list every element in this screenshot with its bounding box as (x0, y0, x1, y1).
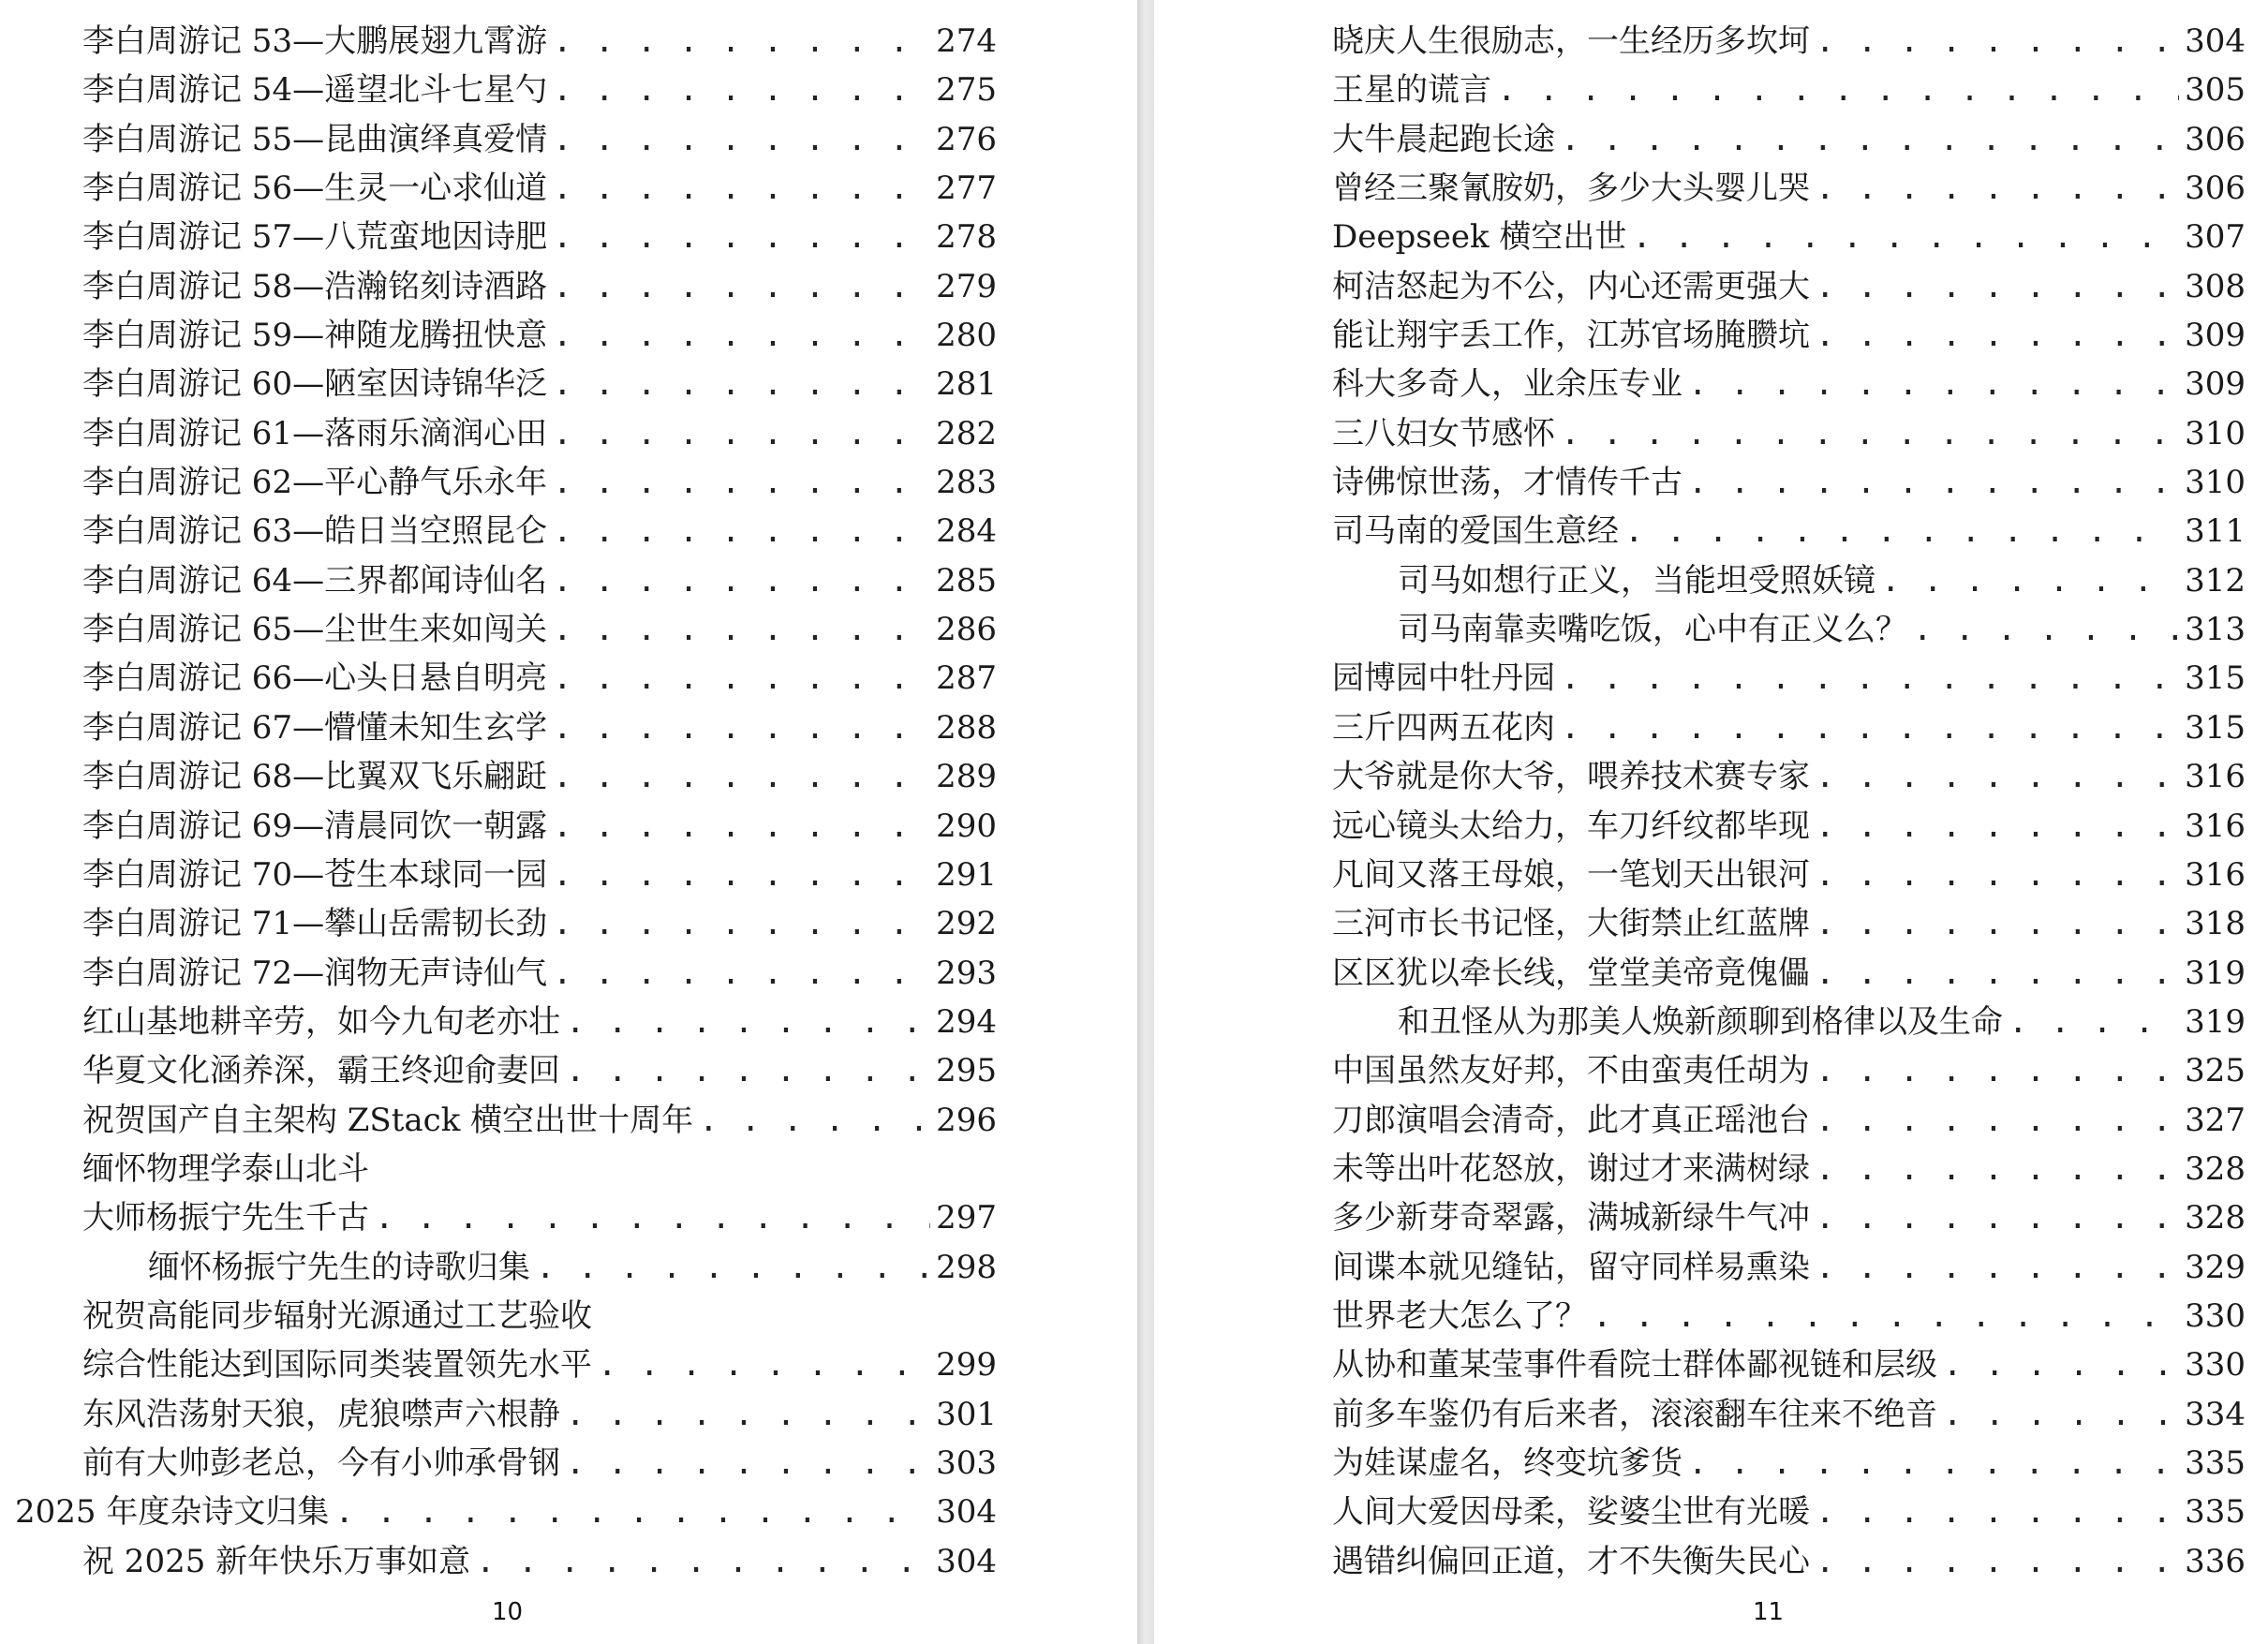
dot-leader (375, 1193, 930, 1242)
toc-entry-page: 301 (936, 1395, 997, 1433)
toc-entry[interactable] (82, 654, 997, 703)
toc-entry-title: 为娃谋虚名，终变坑爹货 (1332, 1444, 1682, 1482)
toc-entry-title: 前多车鉴仍有后来者，滚滚翻车往来不绝音 (1332, 1395, 1937, 1433)
toc-entry[interactable] (1332, 1243, 2246, 1292)
toc-entry-title: Deepseek 横空出世 (1332, 218, 1627, 257)
toc-entry-title: 世界老大怎么了？ (1332, 1296, 1587, 1335)
dot-leader (1816, 1145, 2179, 1193)
dot-leader (1688, 1439, 2179, 1488)
toc-entry-page: 316 (2185, 758, 2246, 796)
dot-leader (566, 998, 930, 1046)
dot-leader (1816, 851, 2179, 899)
toc-entry-page: 310 (2185, 414, 2246, 452)
dot-leader (1688, 458, 2179, 507)
dot-leader (1561, 409, 2179, 458)
toc-entry[interactable] (82, 556, 997, 605)
toc-entry-title: 诗佛惊世荡，才情传千古 (1332, 464, 1682, 502)
toc-entry-page: 313 (2185, 611, 2246, 649)
toc-entry-page: 283 (936, 464, 997, 502)
toc-entry-page: 298 (936, 1248, 997, 1286)
dot-leader (553, 311, 930, 360)
toc-entry-page: 334 (2185, 1395, 2246, 1433)
toc-entry[interactable] (1332, 1390, 2246, 1439)
toc-entry-title: 祝贺国产自主架构 ZStack 横空出世十周年 (82, 1101, 694, 1139)
toc-entry[interactable] (82, 1537, 997, 1586)
dot-leader (1497, 66, 2179, 114)
dot-leader (1561, 654, 2179, 703)
dot-leader (1561, 704, 2179, 752)
toc-entry-page: 295 (936, 1052, 997, 1090)
toc-entry-page: 279 (936, 267, 997, 305)
toc-entry[interactable] (82, 899, 997, 948)
toc-entry[interactable] (82, 311, 997, 360)
toc-entry[interactable] (1332, 409, 2246, 458)
toc-entry-title: 李白周游记 68—比翼双飞乐翩跹 (82, 758, 548, 796)
toc-entry-page: 276 (936, 120, 997, 158)
toc-entry-title: 李白周游记 57—八荒蛮地因诗肥 (82, 218, 548, 257)
toc-entry-page: 277 (936, 170, 997, 208)
toc-entry[interactable] (1332, 1537, 2246, 1586)
toc-entry-page: 288 (936, 708, 997, 747)
toc-entry-title: 三八妇女节感怀 (1332, 414, 1555, 452)
dot-leader (1943, 1340, 2179, 1389)
toc-entry-page: 304 (2185, 22, 2246, 60)
toc-entry[interactable] (1332, 752, 2246, 801)
toc-entry-page: 306 (2185, 170, 2246, 208)
toc-entry[interactable] (1332, 998, 2246, 1046)
toc-entry-title: 未等出叶花怒放，谢过才来满树绿 (1332, 1149, 1810, 1188)
toc-entry[interactable] (1332, 17, 2246, 66)
toc-entry[interactable] (82, 360, 997, 408)
toc-entry-page: 294 (936, 1002, 997, 1041)
dot-leader (553, 360, 930, 408)
dot-leader (553, 17, 930, 66)
toc-entry-title: 东风浩荡射天狼，虎狼噤声六根静 (82, 1395, 560, 1433)
toc-entry-page: 296 (936, 1101, 997, 1139)
dot-leader (553, 605, 930, 654)
dot-leader (1816, 949, 2179, 998)
toc-entry-page: 282 (936, 414, 997, 452)
toc-entry-title: 科大多奇人，业余压专业 (1332, 365, 1682, 404)
toc-entry[interactable] (82, 458, 997, 507)
toc-entry-page: 290 (936, 807, 997, 845)
toc-entry-page: 335 (2185, 1444, 2246, 1482)
toc-entry-title: 中国虽然友好邦，不由蛮夷任胡为 (1332, 1052, 1810, 1090)
toc-entry-page: 285 (936, 561, 997, 600)
toc-entry[interactable] (82, 802, 997, 851)
dot-leader (1881, 556, 2179, 605)
toc-entry-page: 291 (936, 855, 997, 894)
toc-entry-page: 287 (936, 659, 997, 698)
dot-leader (1816, 1488, 2179, 1536)
dot-leader (553, 556, 930, 605)
toc-entry[interactable] (82, 409, 997, 458)
dot-leader (553, 949, 930, 998)
dot-leader (553, 899, 930, 948)
dot-leader (553, 654, 930, 703)
toc-entry[interactable] (1332, 458, 2246, 507)
toc-entry-title: 大师杨振宁先生千古 (82, 1199, 369, 1237)
toc-entry-page: 315 (2185, 659, 2246, 698)
toc-entry-title: 间谍本就见缝钻，留守同样易熏染 (1332, 1248, 1810, 1286)
toc-entry-page: 305 (2185, 71, 2246, 110)
dot-leader (553, 802, 930, 851)
toc-entry-title: 华夏文化涵养深，霸王终迎俞妻回 (82, 1052, 560, 1090)
toc-entry-page: 280 (936, 317, 997, 355)
toc-entry-page: 306 (2185, 120, 2246, 158)
toc-entry-title: 2025 年度杂诗文归集 (15, 1493, 330, 1532)
toc-entry[interactable] (82, 1243, 997, 1292)
toc-entry[interactable] (82, 752, 997, 801)
toc-entry-page: 315 (2185, 708, 2246, 747)
toc-entry-page: 328 (2185, 1199, 2246, 1237)
toc-entry[interactable] (82, 1439, 997, 1488)
toc-entry-page: 327 (2185, 1101, 2246, 1139)
toc-entry-page: 307 (2185, 218, 2246, 257)
toc-entry-title: 多少新芽奇翠露，满城新绿牛气冲 (1332, 1199, 1810, 1237)
toc-entry-title: 三斤四两五花肉 (1332, 708, 1555, 747)
toc-entry-title: 司马南靠卖嘴吃饭，心中有正义么？ (1398, 611, 1907, 649)
toc-entry[interactable] (1332, 802, 2246, 851)
toc-entry-title: 司马南的爱国生意经 (1332, 512, 1619, 551)
toc-entry-title: 李白周游记 72—润物无声诗仙气 (82, 954, 548, 992)
dot-leader (566, 1439, 930, 1488)
page-number: 11 (1753, 1598, 1785, 1626)
toc-entry[interactable] (1332, 1145, 2246, 1193)
toc-entry-page: 284 (936, 512, 997, 551)
toc-entry-title: 缅怀杨振宁先生的诗歌归集 (148, 1248, 530, 1286)
toc-entry[interactable] (1332, 115, 2246, 164)
toc-entry-title: 遇错纠偏回正道，才不失衡失民心 (1332, 1542, 1810, 1580)
toc-entry-page: 330 (2185, 1296, 2246, 1335)
toc-entry[interactable] (82, 1096, 997, 1145)
dot-leader (699, 1096, 930, 1145)
toc-entry-title: 祝 2025 新年快乐万事如意 (82, 1542, 471, 1580)
toc-entry-title: 综合性能达到国际同类装置领先水平 (82, 1346, 592, 1385)
toc-entry-title: 区区犹以牵长线，堂堂美帝竟傀儡 (1332, 954, 1810, 992)
dot-leader (566, 1390, 930, 1439)
dot-leader (553, 66, 930, 114)
toc-entry-page: 329 (2185, 1248, 2246, 1286)
toc-entry[interactable] (1332, 556, 2246, 605)
toc-entry-page: 292 (936, 905, 997, 943)
toc-entry-title: 李白周游记 63—皓日当空照昆仑 (82, 512, 548, 551)
dot-leader (553, 409, 930, 458)
toc-entry-title: 前有大帅彭老总，今有小帅承骨钢 (82, 1444, 560, 1482)
toc-entry[interactable] (1332, 1096, 2246, 1145)
toc-entry[interactable] (1332, 949, 2246, 998)
toc-entry-title: 刀郎演唱会清奇，此才真正瑶池台 (1332, 1101, 1810, 1139)
toc-entry-page: 297 (936, 1199, 997, 1237)
toc-entry-title: 李白周游记 70—苍生本球同一园 (82, 855, 548, 894)
dot-leader (553, 164, 930, 213)
toc-entry-page: 330 (2185, 1346, 2246, 1385)
toc-entry-title: 曾经三聚氰胺奶，多少大头婴儿哭 (1332, 170, 1810, 208)
toc-entry-title: 远心镜头太给力，车刀纤纹都毕现 (1332, 807, 1810, 845)
toc-entry[interactable] (1332, 360, 2246, 408)
dot-leader (598, 1340, 930, 1389)
toc-entry[interactable] (82, 1193, 997, 1242)
toc-entry-title: 缅怀物理学泰山北斗 (82, 1149, 369, 1188)
toc-entry-page: 319 (2185, 1002, 2246, 1041)
dot-leader (553, 851, 930, 899)
toc-entry-title: 凡间又落王母娘，一笔划天出银河 (1332, 855, 1810, 894)
dot-leader (1688, 360, 2179, 408)
dot-leader (553, 213, 930, 261)
toc-entry[interactable] (15, 1488, 997, 1536)
toc-entry-title: 李白周游记 62—平心静气乐永年 (82, 464, 548, 502)
dot-leader (1816, 752, 2179, 801)
page-gutter (1137, 0, 1154, 1644)
toc-entry[interactable] (1332, 654, 2246, 703)
dot-leader (1816, 802, 2179, 851)
dot-leader (1913, 605, 2179, 654)
toc-entry-page: 303 (936, 1444, 997, 1482)
toc-entry-page: 281 (936, 365, 997, 404)
toc-entry-title: 李白周游记 65—尘世生来如闯关 (82, 611, 548, 649)
toc-entry-title: 大牛晨起跑长途 (1332, 120, 1555, 158)
toc-entry-page: 289 (936, 758, 997, 796)
toc-entry-page: 274 (936, 22, 997, 60)
dot-leader (1816, 1537, 2179, 1586)
toc-entry[interactable] (1332, 213, 2246, 261)
dot-leader (1816, 17, 2179, 66)
toc-entry[interactable] (1332, 605, 2246, 654)
toc-entry-title: 三河市长书记怪，大街禁止红蓝牌 (1332, 905, 1810, 943)
toc-entry-page: 311 (2185, 512, 2246, 551)
toc-entry-page: 325 (2185, 1052, 2246, 1090)
toc-entry-page: 316 (2185, 807, 2246, 845)
toc-entry-page: 275 (936, 71, 997, 110)
dot-leader (1816, 1193, 2179, 1242)
toc-entry-title: 祝贺高能同步辐射光源通过工艺验收 (82, 1296, 592, 1335)
dot-leader (1593, 1292, 2179, 1340)
toc-entry-page: 309 (2185, 317, 2246, 355)
toc-entry[interactable] (82, 1340, 997, 1389)
toc-entry[interactable] (1332, 311, 2246, 360)
toc-entry[interactable] (1332, 1439, 2246, 1488)
toc-entry[interactable] (1332, 66, 2246, 114)
toc-entry-page: 318 (2185, 905, 2246, 943)
toc-entry-title: 李白周游记 54—遥望北斗七星勺 (82, 71, 548, 110)
toc-entry[interactable] (82, 1046, 997, 1095)
toc-entry-page: 316 (2185, 855, 2246, 894)
toc-entry-title: 园博园中牡丹园 (1332, 659, 1555, 698)
dot-leader (1816, 262, 2179, 311)
page-number: 10 (492, 1598, 524, 1626)
toc-entry-page: 328 (2185, 1149, 2246, 1188)
toc-entry[interactable] (1332, 899, 2246, 948)
toc-entry[interactable] (82, 851, 997, 899)
toc-entry[interactable] (82, 213, 997, 261)
dot-leader (1624, 507, 2179, 555)
toc-entry[interactable] (82, 507, 997, 555)
toc-entry[interactable] (82, 115, 997, 164)
toc-entry-title: 晓庆人生很励志，一生经历多坎坷 (1332, 22, 1810, 60)
toc-entry-page: 319 (2185, 954, 2246, 992)
dot-leader (566, 1046, 930, 1095)
toc-entry[interactable] (1332, 164, 2246, 213)
dot-leader (1816, 1096, 2179, 1145)
toc-entry-page: 304 (936, 1493, 997, 1532)
toc-entry[interactable] (82, 66, 997, 114)
toc-entry[interactable] (82, 998, 997, 1046)
toc-entry-title: 李白周游记 69—清晨同饮一朝露 (82, 807, 548, 845)
toc-entry[interactable] (82, 605, 997, 654)
dot-leader (476, 1537, 930, 1586)
toc-entry-title: 李白周游记 55—昆曲演绎真爱情 (82, 120, 548, 158)
toc-entry-title: 从协和董某莹事件看院士群体鄙视链和层级 (1332, 1346, 1937, 1385)
toc-list-left (15, 17, 997, 1586)
toc-entry-title: 李白周游记 53—大鹏展翅九霄游 (82, 22, 548, 60)
toc-entry-title: 人间大爱因母柔，娑婆尘世有光暖 (1332, 1493, 1810, 1532)
toc-entry-title: 李白周游记 64—三界都闻诗仙名 (82, 561, 548, 600)
toc-entry-title: 能让翔宇丢工作，江苏官场腌臜坑 (1332, 317, 1810, 355)
dot-leader (553, 458, 930, 507)
toc-entry[interactable] (1332, 1046, 2246, 1095)
toc-list-right (1332, 17, 2246, 1586)
toc-entry-page: 312 (2185, 561, 2246, 600)
toc-entry-title: 大爷就是你大爷，喂养技术赛专家 (1332, 758, 1810, 796)
dot-leader (553, 262, 930, 311)
toc-entry[interactable] (1332, 1488, 2246, 1536)
toc-entry[interactable] (1332, 507, 2246, 555)
toc-entry-page: 286 (936, 611, 997, 649)
toc-entry[interactable] (82, 704, 997, 752)
toc-entry[interactable] (82, 1145, 997, 1193)
toc-entry[interactable] (82, 1292, 997, 1340)
dot-leader (1632, 213, 2179, 261)
dot-leader (1561, 115, 2179, 164)
dot-leader (553, 704, 930, 752)
toc-entry[interactable] (1332, 262, 2246, 311)
toc-entry[interactable] (82, 1390, 997, 1439)
toc-entry[interactable] (1332, 1193, 2246, 1242)
toc-entry-title: 李白周游记 56—生灵一心求仙道 (82, 170, 548, 208)
toc-entry[interactable] (82, 949, 997, 998)
toc-entry-page: 304 (936, 1542, 997, 1580)
dot-leader (334, 1488, 930, 1536)
toc-entry[interactable] (1332, 704, 2246, 752)
toc-entry-title: 李白周游记 71—攀山岳需韧长劲 (82, 905, 548, 943)
dot-leader (1943, 1390, 2179, 1439)
toc-entry-title: 李白周游记 58—浩瀚铭刻诗酒路 (82, 267, 548, 305)
toc-entry-page: 309 (2185, 365, 2246, 404)
toc-entry[interactable] (1332, 1340, 2246, 1389)
toc-entry[interactable] (82, 17, 997, 66)
toc-entry[interactable] (82, 164, 997, 213)
dot-leader (1816, 311, 2179, 360)
dot-leader (1816, 1046, 2179, 1095)
dot-leader (1816, 1243, 2179, 1292)
toc-entry-title: 司马如想行正义，当能坦受照妖镜 (1398, 561, 1875, 600)
dot-leader (1816, 899, 2179, 948)
dot-leader (553, 115, 930, 164)
toc-entry-page: 310 (2185, 464, 2246, 502)
toc-entry-page: 308 (2185, 267, 2246, 305)
dot-leader (553, 752, 930, 801)
toc-entry-title: 李白周游记 60—陋室因诗锦华泛 (82, 365, 548, 404)
toc-entry-title: 和丑怪从为那美人焕新颜聊到格律以及生命 (1398, 1002, 2003, 1041)
toc-entry-page: 278 (936, 218, 997, 257)
dot-leader (2009, 998, 2179, 1046)
dot-leader (536, 1243, 930, 1292)
toc-entry-page: 335 (2185, 1493, 2246, 1532)
dot-leader (1816, 164, 2179, 213)
dot-leader (553, 507, 930, 555)
toc-entry-title: 李白周游记 59—神随龙腾扭快意 (82, 317, 548, 355)
toc-entry-title: 红山基地耕辛劳，如今九旬老亦壮 (82, 1002, 560, 1041)
right-page (1154, 0, 2268, 1644)
toc-entry[interactable] (1332, 851, 2246, 899)
toc-entry-page: 293 (936, 954, 997, 992)
toc-entry-title: 李白周游记 61—落雨乐滴润心田 (82, 414, 548, 452)
toc-entry[interactable] (82, 262, 997, 311)
toc-entry-title: 李白周游记 66—心头日悬自明亮 (82, 659, 548, 698)
toc-entry-page: 336 (2185, 1542, 2246, 1580)
toc-entry-title: 柯洁怒起为不公，内心还需更强大 (1332, 267, 1810, 305)
toc-entry-title: 王星的谎言 (1332, 71, 1491, 110)
toc-entry-title: 李白周游记 67—懵懂未知生玄学 (82, 708, 548, 747)
toc-entry[interactable] (1332, 1292, 2246, 1340)
toc-entry-page: 299 (936, 1346, 997, 1385)
